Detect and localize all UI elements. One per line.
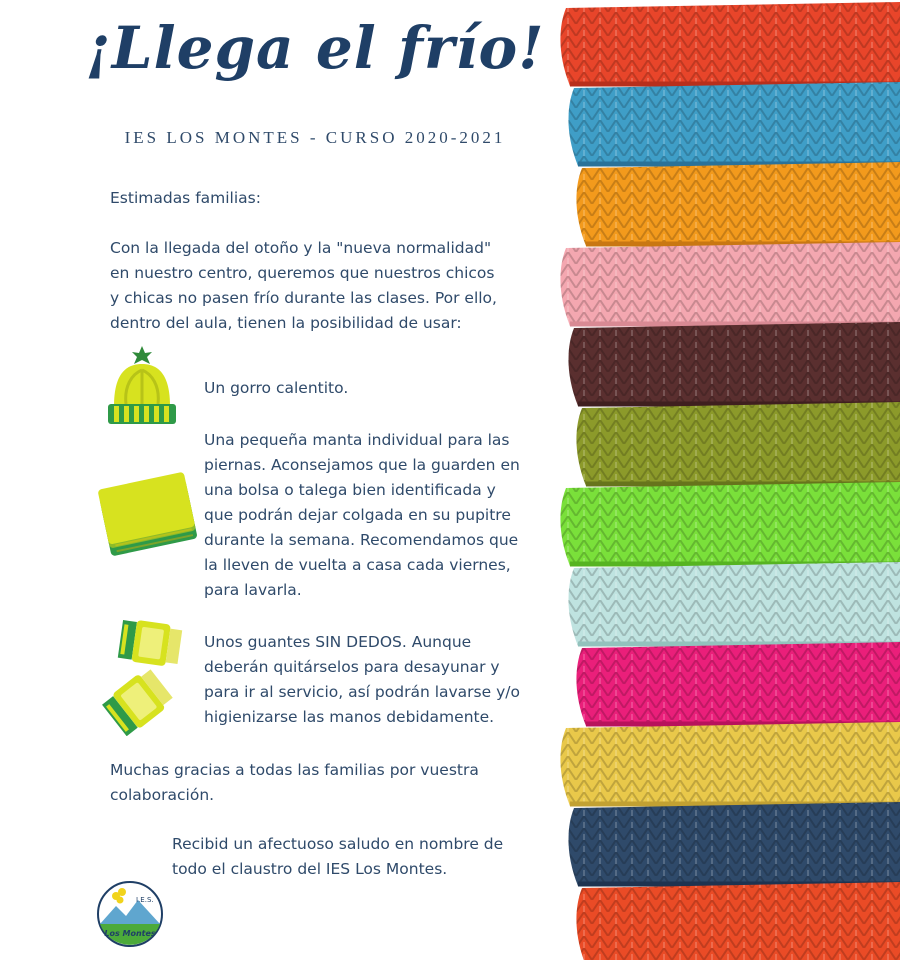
knit-texture bbox=[568, 82, 900, 166]
glove-icon bbox=[114, 616, 186, 672]
glove-icon bbox=[100, 668, 176, 736]
knit-texture bbox=[560, 2, 900, 86]
hat-icon bbox=[104, 344, 180, 434]
item-hat-text: Un gorro calentito. bbox=[204, 379, 349, 397]
knit-texture bbox=[576, 642, 900, 726]
page-subtitle: IES LOS MONTES - CURSO 2020-2021 bbox=[124, 128, 506, 147]
greeting-text: Estimadas familias: bbox=[110, 189, 261, 207]
closing-paragraph: Recibid un afectuoso saludo en nombre de todo el claustro del IES Los Montes. bbox=[172, 835, 504, 878]
knit-stack-image bbox=[560, 0, 900, 960]
knit-texture bbox=[576, 882, 900, 960]
blanket-icon bbox=[96, 466, 200, 566]
knit-texture bbox=[568, 322, 900, 406]
knit-texture bbox=[576, 402, 900, 486]
knit-texture bbox=[568, 802, 900, 886]
item-gloves-text: Unos guantes SIN DEDOS. Aunque deberán quitárselos para desayunar y para ir al servicio, así podrán lavarse y/o higienizarse las manos debidamente. bbox=[204, 633, 520, 726]
knit-texture bbox=[576, 162, 900, 246]
item-blanket-text: Una pequeña manta individual para las piernas. Aconsejamos que la guarden en una bolsa o talega bien identificada y que podrán dejar colgada en su pupitre durante la semana. Recomendamos que la lleven de vuelta a casa cada viernes, para lavarla. bbox=[204, 431, 520, 599]
page-title: ¡Llega el frío! bbox=[85, 14, 545, 82]
knit-texture bbox=[560, 242, 900, 326]
knit-texture bbox=[560, 722, 900, 806]
school-logo-top-text: I.E.S. bbox=[136, 896, 154, 904]
knit-texture bbox=[560, 482, 900, 566]
thanks-paragraph: Muchas gracias a todas las familias por vuestra colaboración. bbox=[110, 761, 479, 804]
school-logo-bottom-text: Los Montes bbox=[104, 929, 156, 938]
school-logo bbox=[96, 880, 164, 948]
intro-paragraph: Con la llegada del otoño y la "nueva normalidad" en nuestro centro, queremos que nuestros chicos y chicas no pasen frío durante las clases. Por ello, dentro del aula, tienen la posibilidad de usar: bbox=[110, 239, 497, 332]
knit-texture bbox=[568, 562, 900, 646]
